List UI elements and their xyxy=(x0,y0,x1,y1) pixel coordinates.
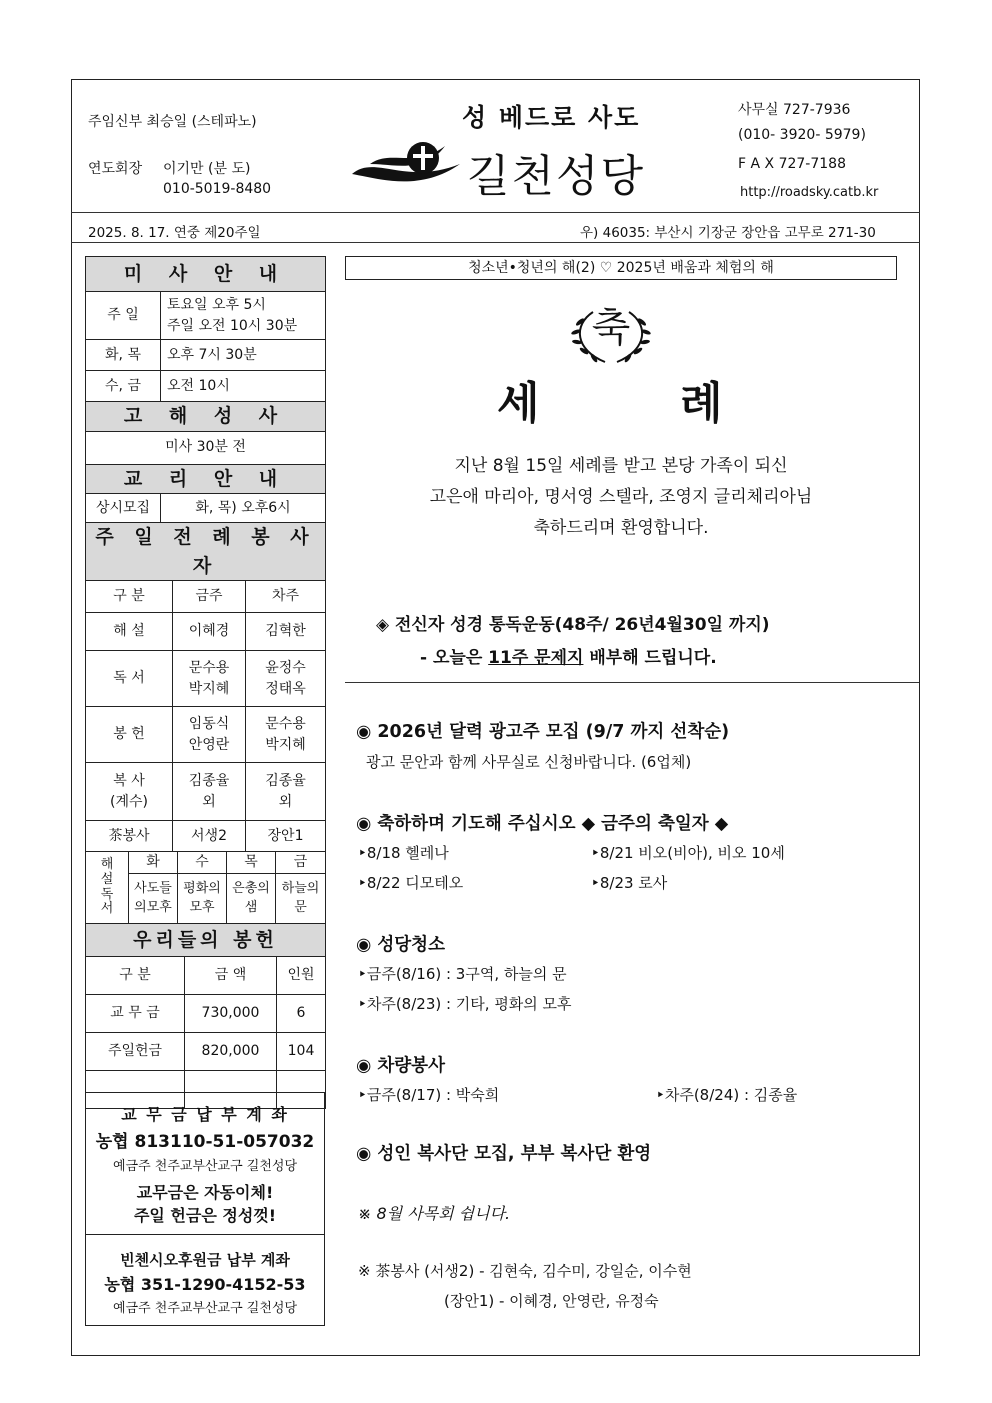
minister-next: 박지혜 xyxy=(265,736,306,753)
tea-service-2: (장안1) - 이혜경, 안영란, 유정숙 xyxy=(444,1292,659,1310)
cleaning-title: ◉ 성당청소 xyxy=(356,935,445,955)
weekday-header: 수 xyxy=(178,852,227,874)
mass-time: 오전 10시 xyxy=(161,371,326,402)
vincent-account: 농협 351-1290-4152-53 xyxy=(104,1275,306,1294)
catechism-label: 상시모집 xyxy=(86,494,161,523)
weekday-header: 금 xyxy=(276,852,326,874)
minister-this: 서생2 xyxy=(173,821,246,852)
minister-this: 임동식 xyxy=(188,715,230,732)
ministers-title: 주 일 전 례 봉 사 자 xyxy=(86,523,326,581)
date-line: 2025. 8. 17. 연중 제20주일 xyxy=(88,225,261,241)
parish-name: 길천성당 xyxy=(467,151,646,202)
offering-count: 6 xyxy=(277,995,326,1033)
weekday-value: 은총의샘 xyxy=(227,874,276,924)
account-note: 주일 헌금은 정성껏! xyxy=(133,1206,277,1225)
offering-header: 인원 xyxy=(277,957,326,995)
year-banner: 청소년•청년의 해(2) ♡ 2025년 배움과 체험의 해 xyxy=(345,256,897,280)
offering-amount: 730,000 xyxy=(185,995,277,1033)
weekday-value: 하늘의문 xyxy=(276,874,326,924)
confession-title: 고 해 성 사 xyxy=(86,402,326,432)
feast-item: ‣8/18 헬레나 xyxy=(358,844,449,862)
bible-week-post: 배부해 드립니다. xyxy=(583,648,717,668)
celebration-message xyxy=(345,451,897,544)
minister-next: 김종율 xyxy=(265,772,306,789)
office-closed-note: ※ 8월 사목회 쉽니다. xyxy=(358,1204,511,1223)
account-holder: 예금주 천주교부산교구 길천성당 xyxy=(112,1159,298,1174)
confession-text: 미사 30분 전 xyxy=(86,431,326,464)
catechism-title: 교 리 안 내 xyxy=(86,464,326,494)
calendar-ad-title: ◉ 2026년 달력 광고주 모집 (9/7 까지 선착순) xyxy=(356,722,730,742)
bible-week-pre: - 오늘은 xyxy=(420,648,489,668)
cleaning-item: ‣차주(8/23) : 기타, 평화의 모후 xyxy=(358,995,572,1013)
feast-item: ‣8/21 비오(비아), 비오 10세 xyxy=(591,844,785,862)
ministers-header: 금주 xyxy=(173,581,246,613)
vincent-title: 빈첸시오후원금 납부 계좌 xyxy=(120,1251,290,1269)
offering-type: 주일헌금 xyxy=(86,1033,185,1071)
tea-service-1: ※ 茶봉사 (서생2) - 김현숙, 김수미, 강일순, 이수현 xyxy=(358,1262,692,1280)
weekday-header: 목 xyxy=(227,852,276,874)
council-label: 연도회장 xyxy=(88,161,143,177)
offering-title: 우리들의 봉헌 xyxy=(86,924,326,957)
parish-logo-icon xyxy=(350,134,462,196)
minister-this: 김종율 xyxy=(188,772,230,789)
celebration-line: 축하드리며 환영합니다. xyxy=(533,518,709,538)
account-box xyxy=(85,1092,325,1235)
bible-week xyxy=(420,643,717,668)
minister-next: 정태옥 xyxy=(265,680,306,697)
weekday-label: 해설독서 xyxy=(86,852,129,924)
mass-day: 수, 금 xyxy=(86,371,161,402)
minister-next: 장안1 xyxy=(246,821,326,852)
office-phone: 사무실 727-7936 xyxy=(738,102,851,118)
fax-number: F A X 727-7188 xyxy=(738,156,846,172)
offering-type: 교 무 금 xyxy=(86,995,185,1033)
minister-next: 문수용 xyxy=(265,715,306,732)
sidebar xyxy=(85,256,325,1109)
mass-time: 오후 7시 30분 xyxy=(161,340,326,371)
vehicle-item: ‣금주(8/17) : 박숙희 xyxy=(358,1086,500,1104)
account-number: 농협 813110-51-057032 xyxy=(95,1132,315,1152)
minister-next: 외 xyxy=(278,793,293,810)
vehicle-title: ◉ 차량봉사 xyxy=(356,1056,445,1076)
offering-amount: 820,000 xyxy=(185,1033,277,1071)
council-name: 이기만 (분 도) xyxy=(163,161,251,177)
website-link[interactable]: http://roadsky.catb.kr xyxy=(740,185,879,200)
weekday-value: 평화의모후 xyxy=(178,874,227,924)
catechism-text: 화, 목) 오후6시 xyxy=(161,494,326,523)
pastor-text: 주임신부 최승일 (스테파노) xyxy=(88,114,257,130)
office-mobile: (010- 3920- 5979) xyxy=(738,127,866,143)
mass-time: 토요일 오후 5시 xyxy=(167,296,266,313)
minister-role: 茶봉사 xyxy=(86,821,173,852)
address: 우) 46035: 부산시 기장군 장안읍 고무로 271-30 xyxy=(580,225,876,241)
celebration-line: 지난 8월 15일 세례를 받고 본당 가족이 되신 xyxy=(454,456,788,476)
vincent-box xyxy=(85,1234,325,1326)
minister-role: 봉 헌 xyxy=(86,707,173,763)
offering-count: 104 xyxy=(277,1033,326,1071)
weekday-value: 사도들의모후 xyxy=(129,874,178,924)
feast-item: ‣8/22 디모테오 xyxy=(358,874,464,892)
minister-this: 문수용 xyxy=(188,659,230,676)
cleaning-item: ‣금주(8/16) : 3구역, 하늘의 문 xyxy=(358,965,567,983)
minister-role: 복 사 (계수) xyxy=(86,763,173,821)
celebration-title-left: 세 xyxy=(497,378,540,429)
weekday-header: 화 xyxy=(129,852,178,874)
celebration-title-right: 례 xyxy=(680,378,723,429)
mass-day: 주 일 xyxy=(86,292,161,340)
minister-role: 독 서 xyxy=(86,651,173,707)
altar-server-title: ◉ 성인 복사단 모집, 부부 복사단 환영 xyxy=(356,1144,652,1164)
vehicle-item: ‣차주(8/24) : 김종율 xyxy=(656,1086,798,1104)
mass-title: 미 사 안 내 xyxy=(86,257,326,292)
celebration-badge: 축 xyxy=(591,305,631,351)
council-phone: 010-5019-8480 xyxy=(163,181,272,197)
celebration-line: 고은애 마리아, 명서영 스텔라, 조영지 글리체리아님 xyxy=(429,487,813,507)
calendar-ad-text: 광고 문안과 함께 사무실로 신청바랍니다. (6업체) xyxy=(366,753,692,771)
minister-next: 윤정수 xyxy=(265,659,306,676)
feast-title: ◉ 축하하며 기도해 주십시오 ◆ 금주의 축일자 ◆ xyxy=(356,814,729,834)
minister-this: 안영란 xyxy=(188,736,230,753)
minister-role: 해 설 xyxy=(86,613,173,651)
account-note: 교무금은 자동이체! xyxy=(136,1183,274,1202)
account-title: 교 무 금 납 부 계 좌 xyxy=(121,1105,289,1124)
offering-header: 구 분 xyxy=(86,957,185,995)
parish-subtitle: 성 베드로 사도 xyxy=(462,103,641,132)
ministers-header: 차주 xyxy=(246,581,326,613)
minister-this: 이혜경 xyxy=(173,613,246,651)
minister-this: 외 xyxy=(202,793,216,810)
minister-next: 김혁한 xyxy=(246,613,326,651)
vincent-holder: 예금주 천주교부산교구 길천성당 xyxy=(112,1301,298,1316)
ministers-header: 구 분 xyxy=(86,581,173,613)
mass-day: 화, 목 xyxy=(86,340,161,371)
bible-week-highlight: 11주 문제지 xyxy=(488,648,584,668)
minister-this: 박지혜 xyxy=(188,680,230,697)
feast-item: ‣8/23 로사 xyxy=(591,874,668,892)
mass-time: 주일 오전 10시 30분 xyxy=(167,317,298,334)
bible-campaign: ◈ 전신자 성경 통독운동(48주/ 26년4월30일 까지) xyxy=(376,615,770,635)
offering-header: 금 액 xyxy=(185,957,277,995)
